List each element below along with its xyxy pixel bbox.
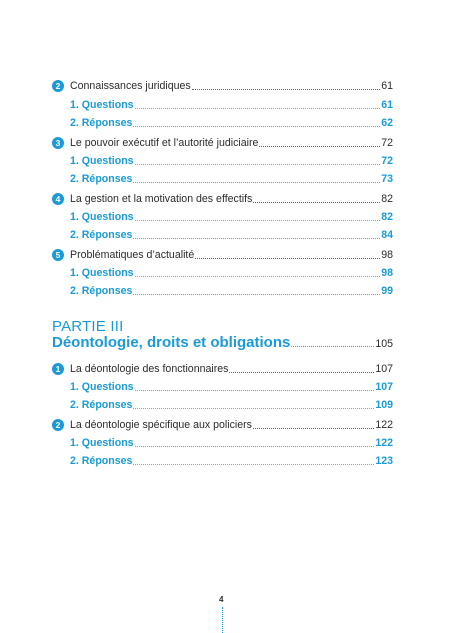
section-title: Problématiques d’actualité xyxy=(70,249,195,261)
dot-leader xyxy=(253,202,380,203)
item-label: 1. Questions xyxy=(70,99,134,111)
part-title: Déontologie, droits et obligations xyxy=(52,334,291,351)
item-label: 1. Questions xyxy=(70,211,134,223)
toc-item[interactable] xyxy=(70,98,393,112)
page-number: 98 xyxy=(381,267,393,279)
dot-leader xyxy=(133,294,380,295)
page-number: 72 xyxy=(381,137,393,149)
section-title: La déontologie des fonctionnaires xyxy=(70,363,229,375)
section-number-badge: 2 xyxy=(52,419,64,431)
page-number: 62 xyxy=(381,117,393,129)
toc-part3-section-1[interactable] xyxy=(52,362,393,376)
page-number: 105 xyxy=(375,338,393,350)
footer-page-number: 4 xyxy=(219,595,224,604)
toc-item[interactable] xyxy=(70,266,393,280)
section-title: La déontologie spécifique aux policiers xyxy=(70,419,252,431)
dot-leader xyxy=(259,146,380,147)
page-number: 61 xyxy=(381,99,393,111)
part-label: PARTIE III xyxy=(52,318,124,335)
dot-leader xyxy=(135,220,381,221)
item-label: 2. Réponses xyxy=(70,117,133,129)
toc-section-3[interactable] xyxy=(52,136,393,150)
toc-item[interactable] xyxy=(70,454,393,468)
page-number: 72 xyxy=(381,155,393,167)
page-number: 123 xyxy=(375,455,393,467)
dot-leader xyxy=(135,390,375,391)
section-title: Le pouvoir exécutif et l’autorité judiciaire xyxy=(70,137,259,149)
toc-item[interactable] xyxy=(70,284,393,298)
item-label: 2. Réponses xyxy=(70,285,133,297)
toc-section-5[interactable] xyxy=(52,248,393,262)
page-number: 82 xyxy=(381,193,393,205)
item-label: 1. Questions xyxy=(70,381,134,393)
toc-part-heading[interactable] xyxy=(52,334,393,351)
page-number: 84 xyxy=(381,229,393,241)
toc-item[interactable] xyxy=(70,436,393,450)
toc-section-2[interactable] xyxy=(52,79,393,93)
item-label: 2. Réponses xyxy=(70,399,133,411)
toc-item[interactable] xyxy=(70,116,393,130)
section-title: La gestion et la motivation des effectifs xyxy=(70,193,253,205)
dot-leader xyxy=(133,464,374,465)
dot-leader xyxy=(291,346,374,347)
section-title: Connaissances juridiques xyxy=(70,80,191,92)
item-label: 1. Questions xyxy=(70,437,134,449)
item-label: 1. Questions xyxy=(70,267,134,279)
section-number-badge: 2 xyxy=(52,80,64,92)
dot-leader xyxy=(135,108,381,109)
section-number-badge: 4 xyxy=(52,193,64,205)
dot-leader xyxy=(192,89,380,90)
dot-leader xyxy=(133,182,380,183)
page-number: 98 xyxy=(381,249,393,261)
toc-item[interactable] xyxy=(70,228,393,242)
toc-part3-section-2[interactable] xyxy=(52,418,393,432)
toc-section-4[interactable] xyxy=(52,192,393,206)
dot-leader xyxy=(135,164,381,165)
item-label: 1. Questions xyxy=(70,155,134,167)
page-number: 122 xyxy=(375,437,393,449)
dot-leader xyxy=(253,428,374,429)
toc-item[interactable] xyxy=(70,398,393,412)
dot-leader xyxy=(133,126,380,127)
page-number: 122 xyxy=(375,419,393,431)
page-number: 99 xyxy=(381,285,393,297)
toc-item[interactable] xyxy=(70,210,393,224)
page-number: 109 xyxy=(375,399,393,411)
footer-dotted-line xyxy=(222,607,223,633)
item-label: 2. Réponses xyxy=(70,229,133,241)
page-number: 61 xyxy=(381,80,393,92)
page-number: 107 xyxy=(375,363,393,375)
toc-item[interactable] xyxy=(70,172,393,186)
dot-leader xyxy=(229,372,374,373)
item-label: 2. Réponses xyxy=(70,173,133,185)
dot-leader xyxy=(133,238,380,239)
dot-leader xyxy=(135,276,381,277)
toc-item[interactable] xyxy=(70,380,393,394)
toc-item[interactable] xyxy=(70,154,393,168)
page-number: 73 xyxy=(381,173,393,185)
section-number-badge: 1 xyxy=(52,363,64,375)
section-number-badge: 3 xyxy=(52,137,64,149)
dot-leader xyxy=(133,408,374,409)
item-label: 2. Réponses xyxy=(70,455,133,467)
page-number: 107 xyxy=(375,381,393,393)
dot-leader xyxy=(195,258,380,259)
page-number: 82 xyxy=(381,211,393,223)
section-number-badge: 5 xyxy=(52,249,64,261)
dot-leader xyxy=(135,446,375,447)
